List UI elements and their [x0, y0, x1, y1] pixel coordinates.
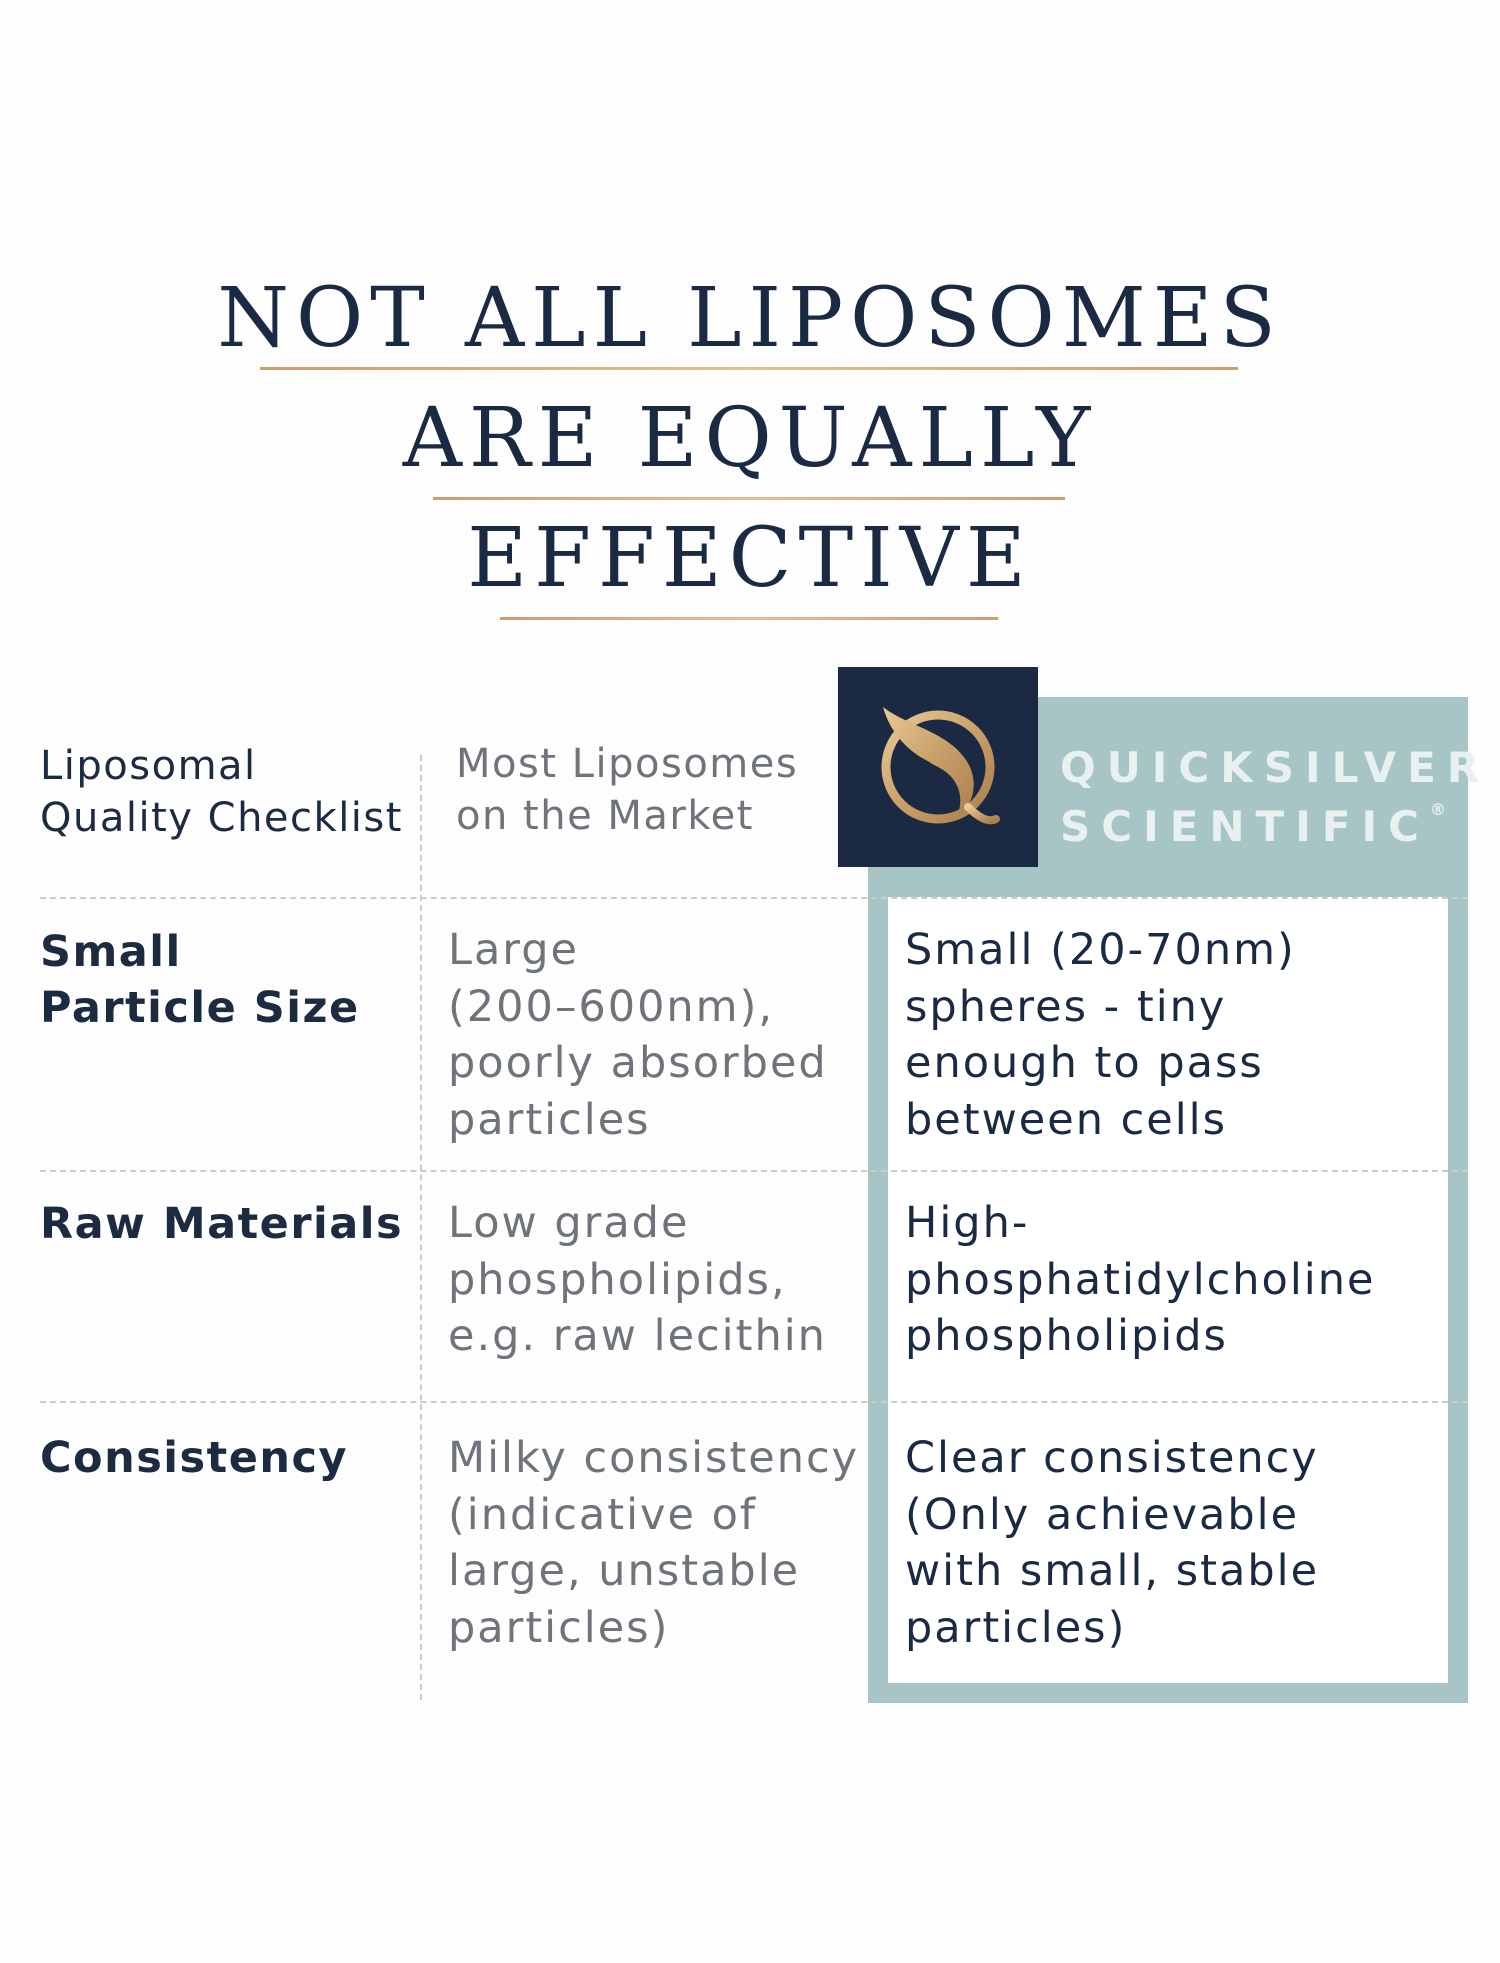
row-label-consistency: Consistency — [40, 1433, 348, 1483]
brand-name-line-2 — [1060, 800, 1446, 851]
quicksilver-cell-raw-materials: High- phosphatidylcholine phospholipids — [905, 1198, 1376, 1361]
registered-mark: ® — [1429, 800, 1446, 819]
brand-name-line-1: QUICKSILVER — [1060, 743, 1491, 792]
quicksilver-cell-particle-size: Small (20-70nm) spheres - tiny enough to pass between cells — [905, 925, 1296, 1145]
market-cell-consistency: Milky consistency (indicative of large, unstable particles) — [448, 1433, 860, 1653]
row-label-raw-materials: Raw Materials — [40, 1199, 404, 1249]
title-underline-2 — [433, 497, 1065, 500]
market-cell-raw-materials: Low grade phospholipids, e.g. raw lecithin — [448, 1198, 827, 1361]
header-market: Most Liposomes on the Market — [456, 741, 799, 839]
title-underline-1 — [260, 367, 1238, 370]
row-divider-2 — [40, 1170, 1468, 1172]
quicksilver-leaf-q-logo-icon — [838, 667, 1038, 867]
title-line-2: ARE EQUALLY — [402, 391, 1098, 486]
row-divider-1 — [40, 897, 1468, 899]
market-cell-particle-size: Large (200–600nm), poorly absorbed particles — [448, 925, 828, 1145]
title-line-1: NOT ALL LIPOSOMES — [217, 271, 1283, 366]
brand-logo — [838, 667, 1038, 867]
brand-name-line-2-text: SCIENTIFIC — [1060, 802, 1430, 851]
title-line-3: EFFECTIVE — [467, 511, 1033, 606]
row-divider-3 — [40, 1401, 1468, 1403]
title-underline-3 — [500, 617, 998, 620]
header-checklist: Liposomal Quality Checklist — [40, 743, 403, 841]
row-label-particle-size: Small Particle Size — [40, 927, 360, 1033]
quicksilver-cell-consistency: Clear consistency (Only achievable with small, stable particles) — [905, 1433, 1320, 1653]
